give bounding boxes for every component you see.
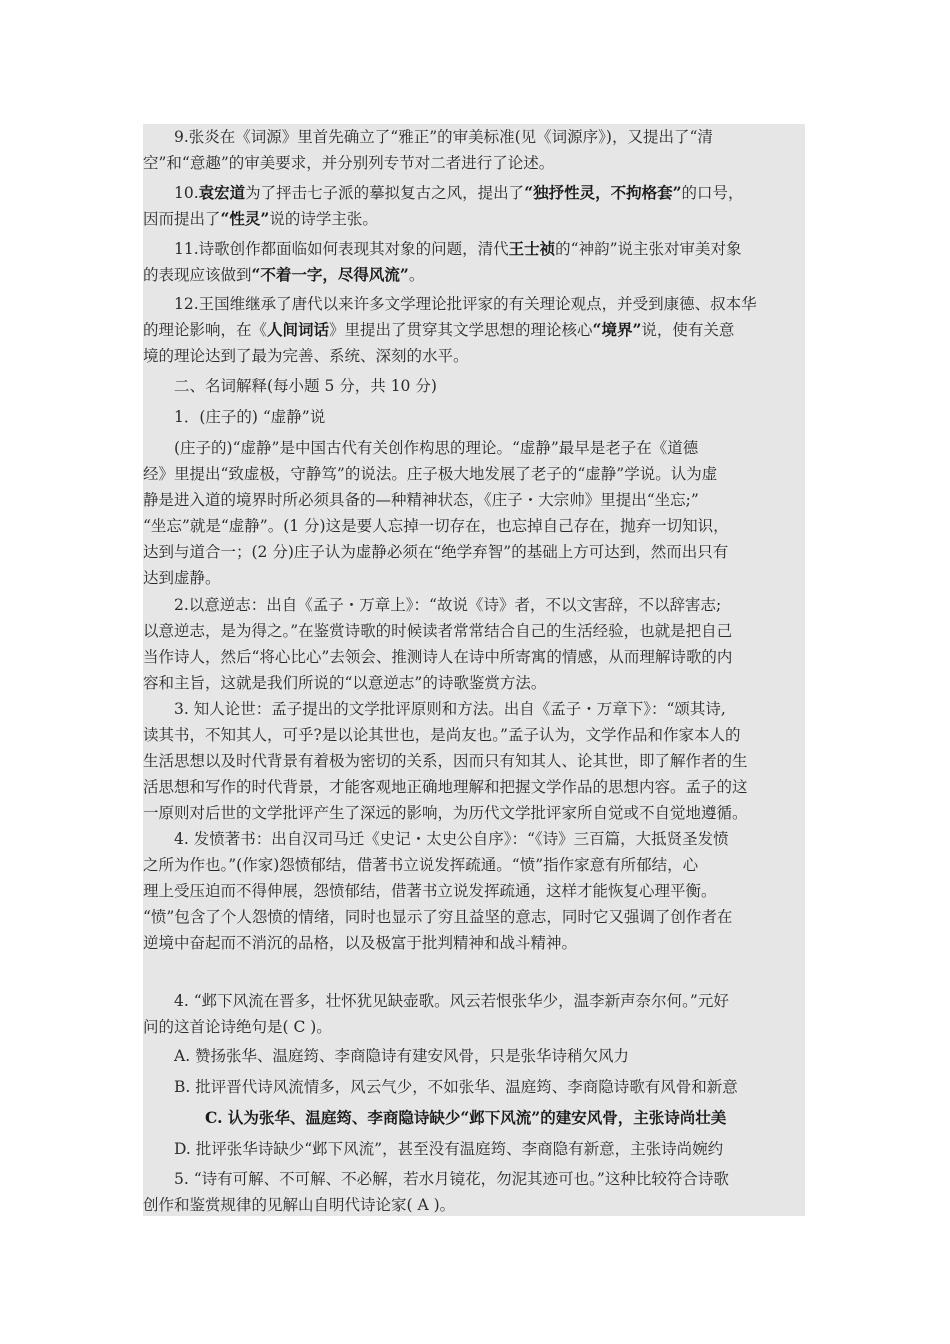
term-3-line: 生活思想以及时代背景有着极为密切的关系，因而只有知其人、论其世，即了解作者的生 bbox=[143, 752, 748, 770]
term-2-line: 以意逆志，是为得之。”在鉴赏诗歌的时候读者常常结合自己的生活经验，也就是把自己 bbox=[143, 622, 733, 640]
mc-question-5 bbox=[143, 1166, 805, 1218]
item-10-number: 10. bbox=[174, 184, 199, 202]
mc-4-option-b-text: B. 批评晋代诗风流情多，风云气少，不如张华、温庭筠、李商隐诗歌有风骨和新意 bbox=[174, 1078, 738, 1096]
term-2-line: 2.以意逆志：出自《孟子・万章上》：“故说《诗》者，不以文害辞，不以辞害志; bbox=[174, 596, 722, 614]
term-1-line: 经》里提出“致虚极，守静笃”的说法。庄子极大地发展了老子的“虚静”学说。认为虚 bbox=[143, 465, 718, 483]
mc-4-option-a-text: A. 赞扬张华、温庭筠、李商隐诗有建安风骨，只是张华诗稍欠风力 bbox=[174, 1047, 630, 1065]
mc-4-option-b bbox=[143, 1074, 805, 1100]
item-11-name: 王士祯 bbox=[508, 239, 556, 258]
term-4-body bbox=[143, 826, 805, 956]
item-10-line-2-c: 说的诗学主张。 bbox=[269, 210, 378, 228]
item-10-line-2-a: 因而提出了 bbox=[143, 210, 221, 228]
term-3-body bbox=[143, 696, 805, 826]
item-10-text: 为了抨击七子派的摹拟复古之风，提出了 bbox=[245, 184, 525, 202]
item-12-term: “境界” bbox=[592, 320, 642, 339]
term-1-line: (庄子的)“虚静”是中国古代有关创作构思的理论。“虚静”最早是老子在《道德 bbox=[174, 439, 699, 457]
item-11-text-end: 的“神韵”说主张对审美对象 bbox=[555, 240, 742, 258]
item-10-slogan: “独抒性灵，不拘格套” bbox=[524, 183, 682, 202]
item-12 bbox=[143, 291, 805, 369]
term-3-line: 一原则对后世的文学批评产生了深远的影响，为历代文学批评家所自觉或不自觉地遵循。 bbox=[143, 804, 748, 822]
item-12-line-1: 12.王国维继承了唐代以来许多文学理论批评家的有关理论观点，并受到康德、叔本华 bbox=[174, 295, 757, 313]
term-1-head-text: 1．(庄子的) “虚静”说 bbox=[174, 408, 326, 426]
term-1-head bbox=[143, 404, 805, 430]
item-12-line-3: 境的理论达到了最为完善、系统、深刻的水平。 bbox=[143, 347, 469, 365]
item-9-line-2: 空”和“意趣”的审美要求，并分别列专节对二者进行了论述。 bbox=[143, 154, 555, 172]
term-4-line: 理上受压迫而不得伸展，怨愤郁结，借著书立说发挥疏通，这样才能恢复心理平衡。 bbox=[143, 882, 717, 900]
mc-4-option-d-text: D. 批评张华诗缺少“邺下风流”，甚至没有温庭筠、李商隐有新意，主张诗尚婉约 bbox=[174, 1140, 724, 1158]
mc-question-4 bbox=[143, 988, 805, 1040]
term-2-body bbox=[143, 592, 805, 696]
item-11-line-2 bbox=[143, 262, 805, 288]
term-3-line: 3. 知人论世：孟子提出的文学批评原则和方法。出自《孟子・万章下》：“颂其诗, bbox=[174, 700, 726, 718]
item-12-line-2-e: 说，使有关意 bbox=[641, 321, 735, 339]
mc-4-stem-line-1: 4. “邺下风流在晋多，壮怀犹见缺壶歌。风云若恨张华少，温李新声奈尔何。”元好 bbox=[174, 992, 729, 1010]
mc-5-stem-line-2: 创作和鉴赏规律的见解山自明代诗论家( A )。 bbox=[143, 1196, 456, 1214]
item-12-line-2 bbox=[143, 317, 805, 343]
item-10-line-1 bbox=[143, 180, 805, 206]
section-2-title-text: 二、名词解释(每小题 5 分，共 10 分) bbox=[174, 377, 437, 395]
item-10 bbox=[143, 180, 805, 232]
item-11-quote: “不着一字，尽得风流” bbox=[251, 265, 409, 284]
term-2-line: 当作诗人，然后“将心比心”去领会、推测诗人在诗中所寄寓的情感，从而理解诗歌的内 bbox=[143, 648, 733, 666]
mc-4-option-a bbox=[143, 1043, 805, 1069]
item-12-line-2-a: 的理论影响，在《 bbox=[143, 321, 268, 339]
term-4-line: 逆境中奋起而不消沉的品格，以及极富于批判精神和战斗精神。 bbox=[143, 934, 578, 952]
term-1-line: 达到虚静。 bbox=[143, 569, 221, 587]
term-2-line: 容和主旨，这就是我们所说的“以意逆志”的诗歌鉴赏方法。 bbox=[143, 674, 547, 692]
term-1-body bbox=[143, 435, 805, 591]
item-11-text: 11.诗歌创作都面临如何表现其对象的问题，清代 bbox=[174, 240, 509, 258]
section-2-title bbox=[143, 373, 805, 399]
item-9 bbox=[143, 124, 805, 176]
item-12-line-2-c: 》里提出了贯穿其文学思想的理论核心 bbox=[329, 321, 593, 339]
term-4-line: “愤”包含了个人怨愤的情绪，同时也显示了穷且益坚的意志，同时它又强调了创作者在 bbox=[143, 908, 733, 926]
term-1-line: “坐忘”就是“虚静”。(1 分)这是要人忘掉一切存在，也忘掉自己存在，抛弃一切知识， bbox=[143, 517, 729, 535]
item-11-line-2-c: 。 bbox=[408, 266, 425, 284]
term-3-line: 读其书，不知其人，可乎?是以论其世也，是尚友也。”孟子认为，文学作品和作家本人的 bbox=[143, 726, 741, 744]
item-9-line-1: 9.张炎在《词源》里首先确立了“雅正”的审美标准(见《词源序》)，又提出了“清 bbox=[174, 128, 713, 146]
term-1-line: 静是进入道的境界时所必须具备的—种精神状态，《庄子・大宗帅》里提出“坐忘;” bbox=[143, 491, 699, 509]
item-10-line-2 bbox=[143, 206, 805, 232]
item-10-text-end: 的口号， bbox=[681, 184, 744, 202]
item-10-name: 袁宏道 bbox=[198, 183, 246, 202]
item-10-term: “性灵” bbox=[220, 209, 270, 228]
mc-4-option-c-text: C. 认为张华、温庭筠、李商隐诗缺少“邺下风流”的建安风骨，主张诗尚壮美 bbox=[205, 1108, 727, 1127]
term-1-line: 达到与道合一；(2 分)庄子认为虚静必须在“绝学弃智”的基础上方可达到，然而出只有 bbox=[143, 543, 729, 561]
mc-4-stem-line-2: 问的这首论诗绝句是( C )。 bbox=[143, 1018, 332, 1036]
mc-4-option-d bbox=[143, 1136, 805, 1162]
item-11-line-2-a: 的表现应该做到 bbox=[143, 266, 252, 284]
term-4-line: 4. 发愤著书：出自汉司马迁《史记・太史公自序》：“《诗》三百篇，大抵贤圣发愤 bbox=[174, 830, 729, 848]
mc-4-option-c bbox=[143, 1105, 805, 1131]
term-3-line: 活思想和写作的时代背景，才能客观地正确地理解和把握文学作品的思想内容。孟子的这 bbox=[143, 778, 748, 796]
item-11-line-1 bbox=[143, 236, 805, 262]
item-12-book: 人间词话 bbox=[267, 320, 330, 339]
term-4-line: 之所为作也。”(作家)怨愤郁结，借著书立说发挥疏通。“愤”指作家意有所郁结，心 bbox=[143, 856, 699, 874]
mc-5-stem-line-1: 5. “诗有可解、不可解、不必解，若水月镜花，勿泥其迹可也。”这种比较符合诗歌 bbox=[174, 1170, 729, 1188]
item-11 bbox=[143, 236, 805, 288]
